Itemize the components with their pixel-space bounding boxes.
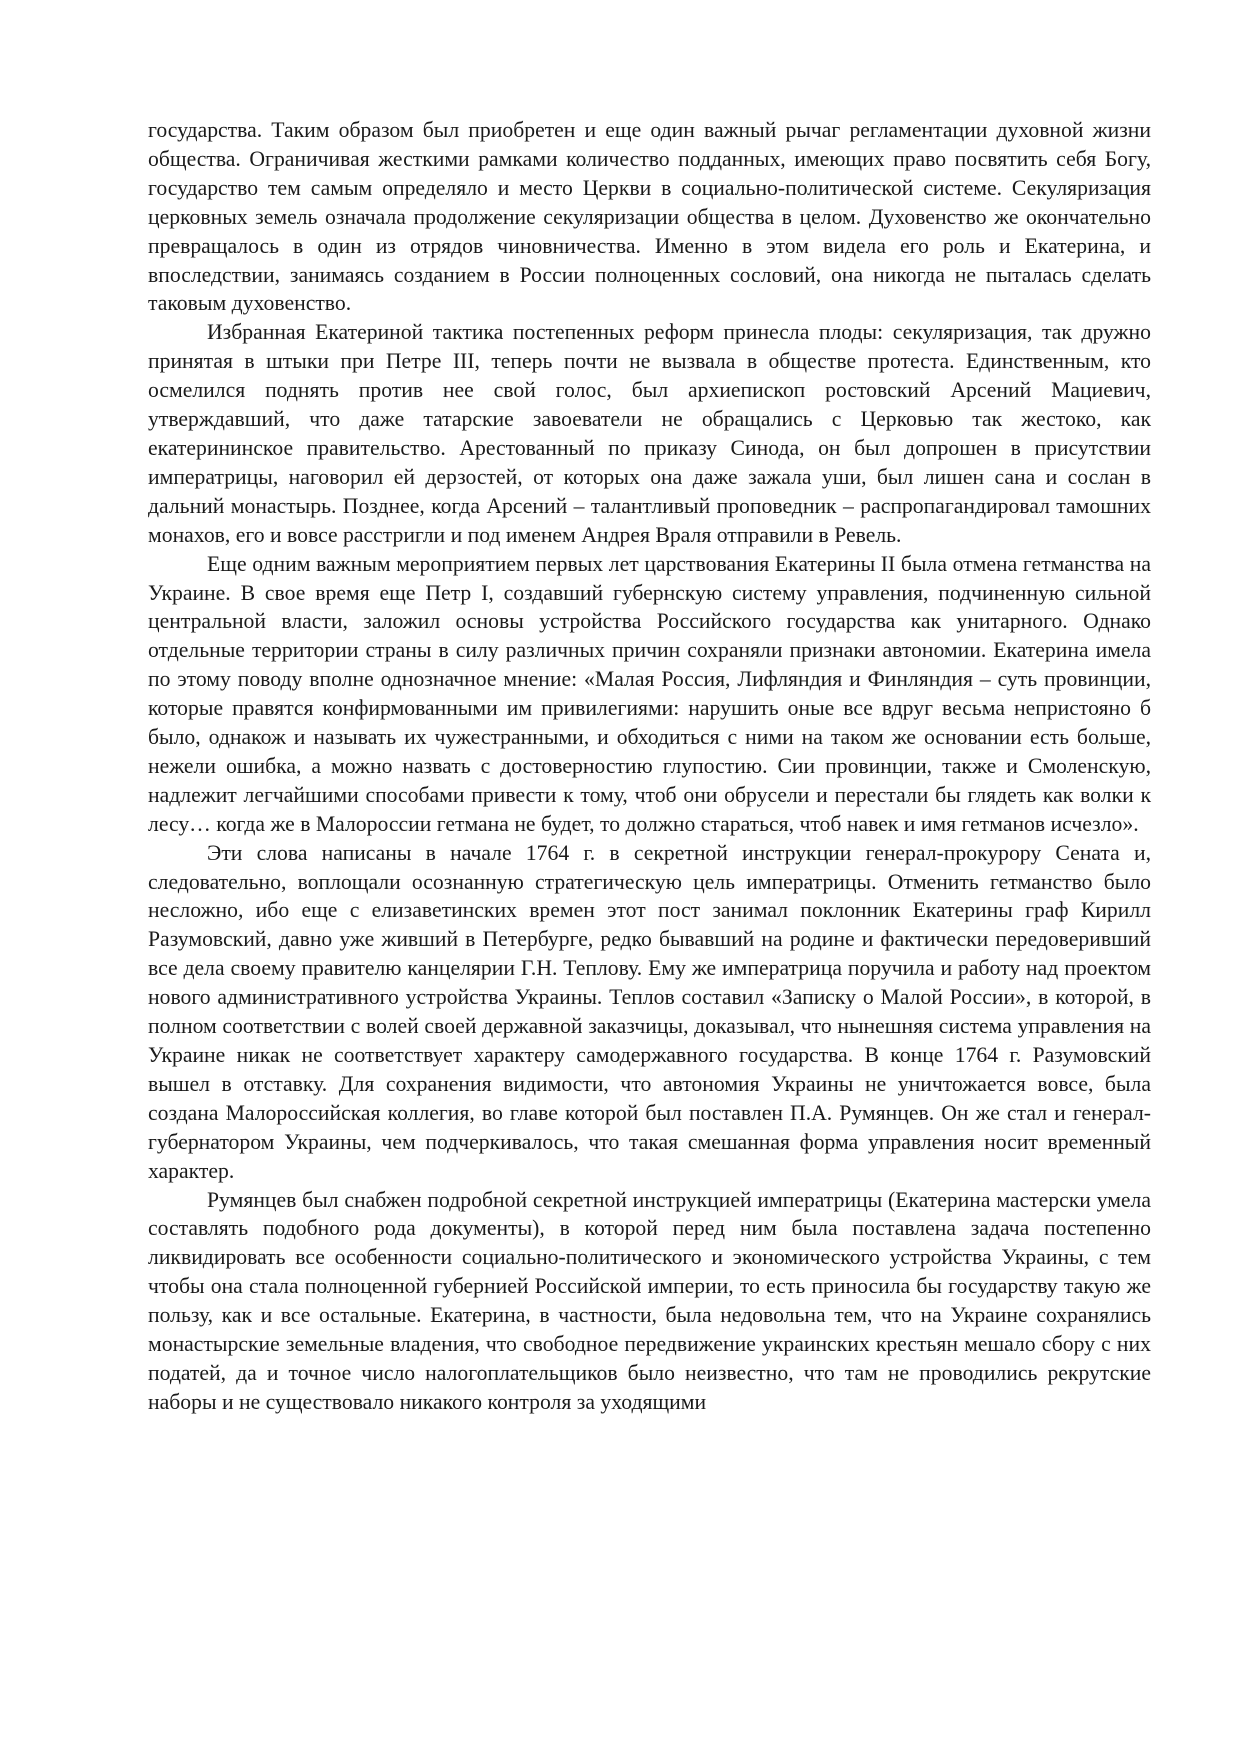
document-page (148, 116, 1151, 1417)
paragraph-secularization-tactics: Избранная Екатериной тактика постепенных реформ принесла плоды: секуляризация, так дружно принятая в штыки при Петре III, теперь почти не вызвала в обществе протеста. Единственным, кто осмелился поднять против нее свой голос, был архиепископ ростовский Арсений Мациевич, утверждавший, что даже татарские завоеватели не обращались с Церковью так жестоко, как екатерининское правительство. Арестованный по приказу Синода, он был допрошен в присутствии императрицы, наговорил ей дерзостей, от которых она даже зажала уши, был лишен сана и сослан в дальний монастырь. Позднее, когда Арсений – талантливый проповедник – распропагандировал тамошних монахов, его и вовсе расстригли и под именем Андрея Враля отправили в Ревель. (148, 320, 1151, 547)
paragraph-rumyantsev: Румянцев был снабжен подробной секретной инструкцией императрицы (Екатерина мастерски умела составлять подобного рода документы), в которой перед ним была поставлена задача постепенно ликвидировать все особенности социально-политического и экономического устройства Украины, с тем чтобы она стала полноценной губернией Российской империи, то есть приносила бы государству такую же пользу, как и все остальные. Екатерина, в частности, была недовольна тем, что на Украине сохранялись монастырские земельные владения, что свободное передвижение украинских крестьян мешало сбору с них податей, да и точное число налогоплательщиков было неизвестно, что там не проводились рекрутские наборы и не существовало никакого контроля за уходящими (148, 1187, 1151, 1414)
paragraph-hetmanate-abolition: Еще одним важным мероприятием первых лет царствования Екатерины II была отмена гетманства на Украине. В свое время еще Петр I, создавший губернскую систему управления, подчиненную сильной центральной власти, заложил основы устройства Российского государства как унитарного. Однако отдельные территории страны в силу различных причин сохраняли признаки автономии. Екатерина имела по этому поводу вполне однозначное мнение: «Малая Россия, Лифляндия и Финляндия – суть провинции, которые правятся конфирмованными им привилегиями: нарушить оные все вдруг весьма непристояно б было, однакож и называть их чужестранными, и обходиться с ними на таком же основании есть больше, нежели ошибка, а можно назвать с достоверностию глупостию. Сии провинции, также и Смоленскую, надлежит легчайшими способами привести к тому, чтоб они обрусели и перестали бы глядеть как волки к лесу… когда же в Малороссии гетмана не будет, то должно стараться, чтоб навек и имя гетманов исчезло». (148, 551, 1151, 836)
paragraph-secret-instruction: Эти слова написаны в начале 1764 г. в секретной инструкции генерал-прокурору Сената и, следовательно, воплощали осознанную стратегическую цель императрицы. Отменить гетманство было несложно, ибо еще с елизаветинских времен этот пост занимал поклонник Екатерины граф Кирилл Разумовский, давно уже живший в Петербурге, редко бывавший на родине и фактически передоверивший все дела своему правителю канцелярии Г.Н. Теплову. Ему же императрица поручила и работу над проектом нового административного устройства Украины. Теплов составил «Записку о Малой России», в которой, в полном соответствии с волей своей державной заказчицы, доказывал, что нынешняя система управления на Украине никак не соответствует характеру самодержавного государства. В конце 1764 г. Разумовский вышел в отставку. Для сохранения видимости, что автономия Украины не уничтожается вовсе, была создана Малороссийская коллегия, во главе которой был поставлен П.А. Румянцев. Он же стал и генерал-губернатором Украины, чем подчеркивалось, что такая смешанная форма управления носит временный характер. (148, 840, 1151, 1183)
paragraph-continuation: государства. Таким образом был приобретен и еще один важный рычаг регламентации духовной жизни общества. Ограничивая жесткими рамками количество подданных, имеющих право посвятить себя Богу, государство тем самым определяло и место Церкви в социально-политической системе. Секуляризация церковных земель означала продолжение секуляризации общества в целом. Духовенство же окончательно превращалось в один из отрядов чиновничества. Именно в этом видела его роль и Екатерина, и впоследствии, занимаясь созданием в России полноценных сословий, она никогда не пыталась сделать таковым духовенство. (148, 118, 1151, 316)
